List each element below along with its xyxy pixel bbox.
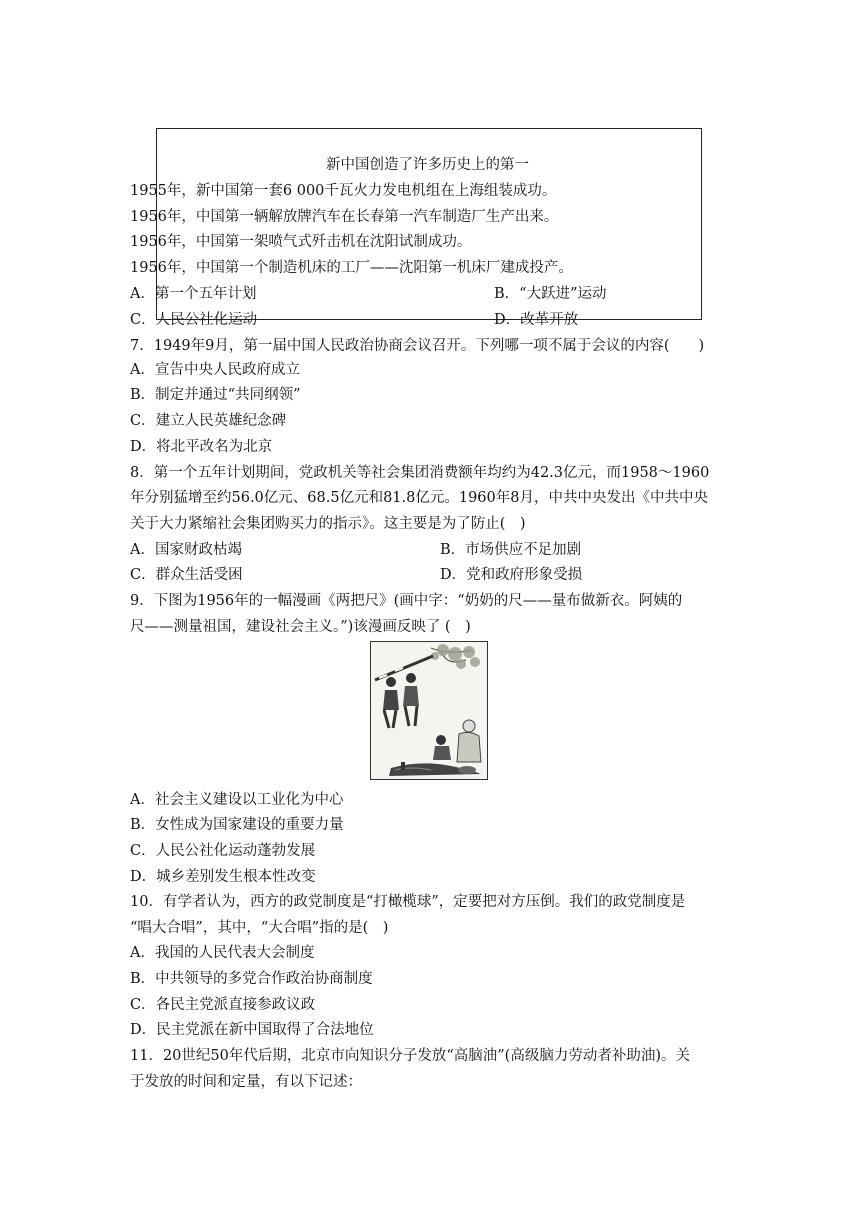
option-c: C．人民公社化运动 xyxy=(130,312,258,328)
material-title: 新中国创造了许多历史上的第一 xyxy=(326,157,529,173)
question-9-option: C．人民公社化运动蓬勃发展 xyxy=(130,843,316,859)
option-a: A．第一个五年计划 xyxy=(130,286,257,302)
question-8-option-d: D．党和政府形象受损 xyxy=(440,567,583,583)
question-8-stem: 8．第一个五年计划期间，党政机关等社会集团消费额年均约为42.3亿元，而1958～1960 xyxy=(130,465,710,481)
question-8-stem: 关于大力紧缩社会集团购买力的指示》。这主要是为了防止( ) xyxy=(130,516,526,532)
option-b: B．“大跃进”运动 xyxy=(494,286,607,302)
cartoon-two-rulers-image xyxy=(370,641,488,780)
question-7-option: B．制定并通过“共同纲领” xyxy=(130,387,301,403)
question-8-option-c: C．群众生活受困 xyxy=(130,567,243,583)
question-8-option-a: A．国家财政枯竭 xyxy=(130,542,242,558)
question-11-stem: 于发放的时间和定量，有以下记述： xyxy=(130,1074,362,1090)
material-line: 1956年，中国第一个制造机床的工厂——沈阳第一机床厂建成投产。 xyxy=(130,260,573,276)
material-line: 1956年，中国第一架喷气式歼击机在沈阳试制成功。 xyxy=(130,234,472,250)
question-9-option: B．女性成为国家建设的重要力量 xyxy=(130,817,344,833)
option-d: D．改革开放 xyxy=(494,312,579,328)
material-line: 1956年，中国第一辆解放牌汽车在长春第一汽车制造厂生产出来。 xyxy=(130,209,559,225)
question-7-option: C．建立人民英雄纪念碑 xyxy=(130,413,287,429)
cartoon-drawing xyxy=(371,642,487,779)
question-10-option: B．中共领导的多党合作政治协商制度 xyxy=(130,971,373,987)
question-9-option: D．城乡差别发生根本性改变 xyxy=(130,869,316,885)
question-10-option: D．民主党派在新中国取得了合法地位 xyxy=(130,1022,374,1038)
question-9-stem: 尺——测量祖国，建设社会主义。”)该漫画反映了 ( ) xyxy=(130,619,471,635)
question-11-stem: 11．20世纪50年代后期，北京市向知识分子发放“高脑油”(高级脑力劳动者补助油)。关 xyxy=(130,1048,690,1064)
question-8-stem: 年分别猛增至约56.0亿元、68.5亿元和81.8亿元。1960年8月，中共中央发出《中共中央 xyxy=(130,490,708,506)
question-10-option: A．我国的人民代表大会制度 xyxy=(130,945,315,961)
question-10-option: C．各民主党派直接参政议政 xyxy=(130,997,316,1013)
question-9-stem: 9．下图为1956年的一幅漫画《两把尺》(画中字：“奶奶的尺——量布做新衣。阿姨的 xyxy=(130,593,683,609)
material-line: 1955年，新中国第一套6 000千瓦火力发电机组在上海组装成功。 xyxy=(130,183,557,199)
question-7-option: A．宣告中央人民政府成立 xyxy=(130,362,300,378)
question-9-option: A．社会主义建设以工业化为中心 xyxy=(130,792,344,808)
question-7-option: D．将北平改名为北京 xyxy=(130,439,273,455)
question-10-stem: “唱大合唱”，其中，“大合唱”指的是( ) xyxy=(130,920,389,936)
question-10-stem: 10．有学者认为，西方的政党制度是“打橄榄球”，定要把对方压倒。我们的政党制度是 xyxy=(130,894,686,910)
question-8-option-b: B．市场供应不足加剧 xyxy=(440,542,582,558)
question-7-stem: 7．1949年9月，第一届中国人民政治协商会议召开。下列哪一项不属于会议的内容( ) xyxy=(130,338,705,354)
